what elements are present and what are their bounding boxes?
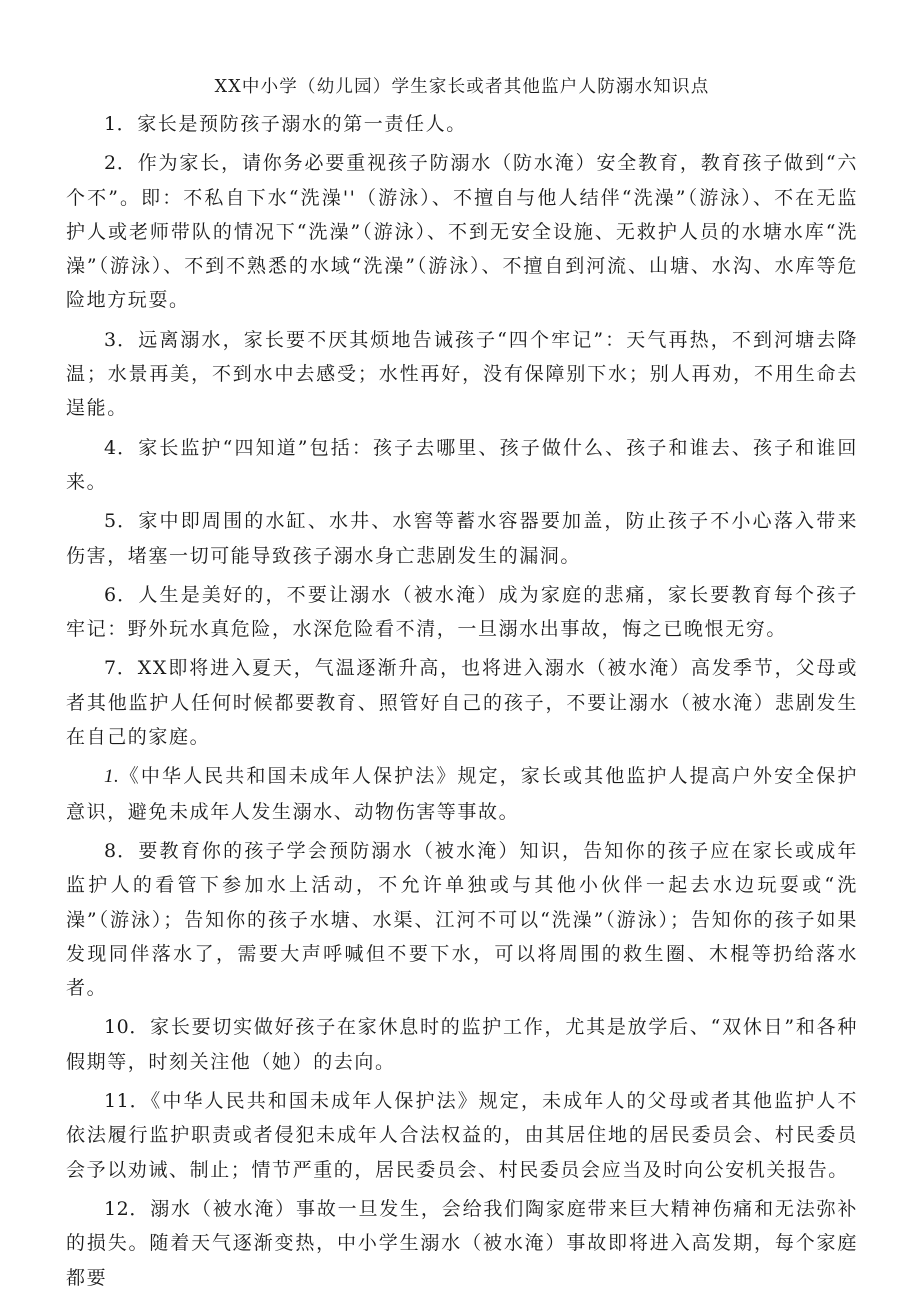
paragraph-text: ．作为家长，请你务必要重视孩子防溺水（防水淹）安全教育，教育孩子做到“六个不”。即：不私自下水“洗澡''（游泳）、不擅自与他人结伴“洗澡”（游泳）、不在无监护人或老师带队的情况下“洗澡”（游泳）、不到无安全设施、无救护人员的水塘水库“洗澡”（游泳）、不到不熟悉的水域“洗澡”（游泳）、不擅自到河流、山塘、水沟、水库等危险地方玩耍。 [66, 152, 858, 312]
paragraph-number: 12 [104, 1197, 130, 1220]
paragraph-number: 10 [104, 1016, 130, 1039]
paragraph-10 [66, 1010, 858, 1079]
paragraph-6 [66, 578, 858, 647]
paragraph-text: ．要教育你的孩子学会预防溺水（被水淹）知识，告知你的孩子应在家长或成年监护人的看管下参加水上活动，不允许单独或与其他小伙伴一起去水边玩耍或“洗澡”（游泳）；告知你的孩子水塘、水渠、江河不可以“洗澡”（游泳）；告知你的孩子如果发现同伴落水了，需要大声呼喊但不要下水，可以将周围的救生圈、木棍等扔给落水者。 [66, 839, 858, 1000]
paragraph-text: ．《中华人民共和国未成年人保护法》规定，未成年人的父母或者其他监护人不依法履行监护职责或者侵犯未成年人合法权益的，由其居住地的居民委员会、村民委员会予以劝诫、制止；情节严重的，居民委员会、村民委员会应当及时向公安机关报告。 [66, 1090, 858, 1181]
paragraph-5 [66, 504, 858, 573]
paragraph-4 [66, 431, 858, 500]
paragraph-number: 7 [104, 657, 117, 680]
paragraph-text: ．家长是预防孩子溺水的第一责任人。 [116, 113, 467, 135]
paragraph-number: 1 [104, 113, 117, 135]
paragraph-number: 5 [104, 510, 117, 533]
document-title: XX中小学（幼儿园）学生家长或者其他监户人防溺水知识点 [214, 77, 710, 97]
paragraph-12 [66, 1192, 858, 1295]
paragraph-number: 6 [104, 583, 117, 606]
paragraph-number: 8 [104, 839, 117, 862]
paragraph-number: 11 [104, 1090, 130, 1113]
paragraph-7 [66, 651, 858, 754]
paragraph-text: ．家长要切实做好孩子在家休息时的监护工作，尤其是放学后、“双休日”和各种假期等，时刻关注他（她）的去向。 [66, 1016, 858, 1073]
paragraph-11 [66, 1084, 858, 1187]
paragraph-number: 3 [104, 328, 117, 351]
paragraph-text: ．XX即将进入夏天，气温逐渐升高，也将进入溺水（被水淹）高发季节，父母或者其他监护人任何时候都要教育、照管好自己的孩子，不要让溺水（被水淹）悲剧发生在自己的家庭。 [66, 657, 858, 749]
paragraph-3 [66, 323, 858, 426]
paragraph-1 [66, 107, 858, 141]
document-page [66, 74, 858, 1300]
paragraph-text: ．溺水（被水淹）事故一旦发生，会给我们陶家庭带来巨大精神伤痛和无法弥补的损失。随着天气逐渐变热，中小学生溺水（被水淹）事故即将进入高发期，每个家庭都要 [66, 1197, 858, 1289]
paragraph-law-note [66, 759, 858, 829]
paragraph-text: ．家长监护“四知道”包括：孩子去哪里、孩子做什么、孩子和谁去、孩子和谁回来。 [66, 436, 858, 493]
paragraph-number: 4 [104, 436, 117, 459]
paragraph-8 [66, 834, 858, 1005]
paragraph-number: 1. [104, 766, 120, 788]
paragraph-text: ．家中即周围的水缸、水井、水窖等蓄水容器要加盖，防止孩子不小心落入带来伤害，堵塞一切可能导致孩子溺水身亡悲剧发生的漏洞。 [66, 510, 858, 567]
paragraph-text: ．人生是美好的，不要让溺水（被水淹）成为家庭的悲痛，家长要教育每个孩子牢记：野外玩水真危险，水深危险看不清，一旦溺水出事故，悔之已晚恨无穷。 [66, 583, 858, 641]
paragraph-number: 2 [104, 152, 117, 175]
paragraph-text: 《中华人民共和国未成年人保护法》规定，家长或其他监护人提高户外安全保护意识，避免未成年人发生溺水、动物伤害等事故。 [66, 765, 858, 823]
paragraph-text: ．远离溺水，家长要不厌其烦地告诫孩子“四个牢记”：天气再热，不到河塘去降温；水景再美，不到水中去感受；水性再好，没有保障别下水；别人再劝，不用生命去逞能。 [66, 328, 858, 420]
paragraph-2 [66, 146, 858, 317]
